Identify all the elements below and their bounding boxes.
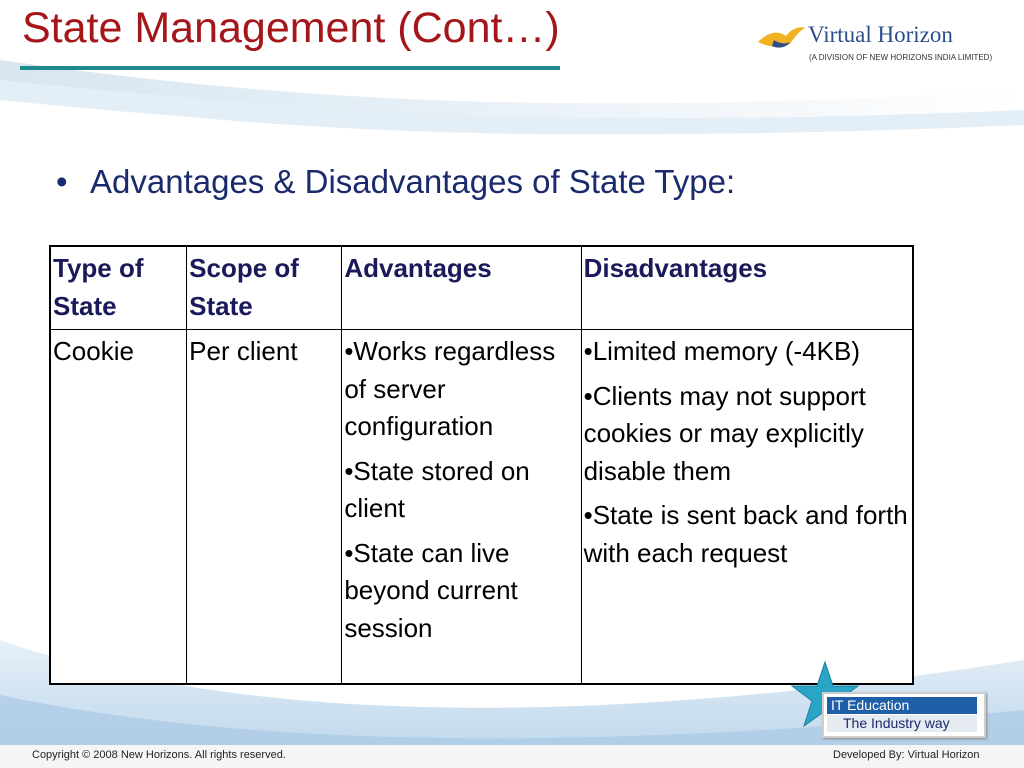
table-row <box>50 330 913 685</box>
bullet-text: Advantages & Disadvantages of State Type: <box>90 163 736 200</box>
header-advantages: Advantages <box>342 246 581 330</box>
state-types-table <box>49 245 914 685</box>
cell-scope: Per client <box>187 330 342 685</box>
title-underline <box>20 66 560 70</box>
slide-title: State Management (Cont…) <box>22 4 560 52</box>
disadvantage-item: •State is sent back and forth with each request <box>583 500 908 568</box>
it-education-badge <box>822 692 986 738</box>
header-disadvantages: Disadvantages <box>581 246 913 330</box>
bullet-heading <box>56 163 735 201</box>
brand-logo <box>756 18 996 68</box>
disadvantage-item: •Limited memory (-4KB) <box>583 336 860 366</box>
footer-developer: Developed By: Virtual Horizon <box>833 749 980 761</box>
swallow-bird-icon <box>756 22 806 54</box>
table-header-row <box>50 246 913 330</box>
cell-advantages <box>342 330 581 685</box>
logo-name: Virtual Horizon <box>808 22 953 47</box>
logo-tagline: (A DIVISION OF NEW HORIZONS INDIA LIMITED) <box>809 53 993 62</box>
advantage-item: •Works regardless of server configuration <box>344 336 556 441</box>
badge-line-2: The Industry way <box>827 715 977 732</box>
advantage-item: •State stored on client <box>344 455 530 523</box>
bullet-symbol: • <box>56 163 68 200</box>
cell-type: Cookie <box>50 330 187 685</box>
header-type-of-state: Type of State <box>50 246 187 330</box>
cell-disadvantages <box>581 330 913 685</box>
footer-copyright: Copyright © 2008 New Horizons. All rights reserved. <box>32 749 286 761</box>
header-scope-of-state: Scope of State <box>187 246 342 330</box>
disadvantage-item: •Clients may not support cookies or may explicitly disable them <box>583 380 866 486</box>
advantage-item: •State can live beyond current session <box>344 537 518 643</box>
badge-line-1: IT Education <box>827 697 977 714</box>
